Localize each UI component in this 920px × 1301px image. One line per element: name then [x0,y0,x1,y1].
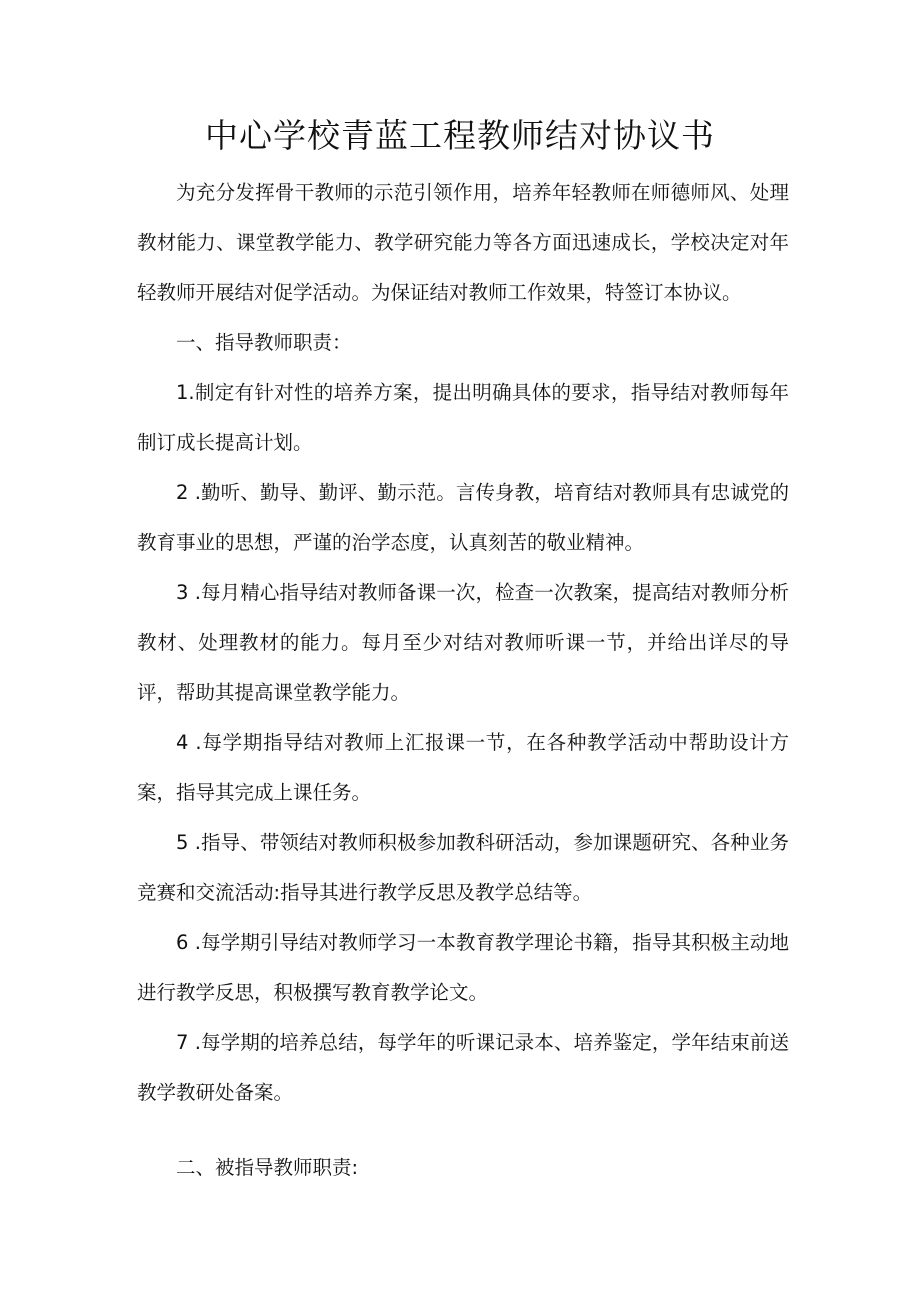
section2-heading: 二、被指导教师职责: [176,1156,359,1179]
intro-paragraph: 为充分发挥骨干教师的示范引领作用，培养年轻教师在师德师风、处理教材能力、课堂教学能力、教学研究能力等各方面迅速成长，学校决定对年轻教师开展结对促学活动。为保证结对教师工作效果，特签订本协议。 [137,181,789,304]
document-title: 中心学校青蓝工程教师结对协议书 [205,116,715,155]
section1-heading: 一、指导教师职责： [176,331,352,354]
duty-item-1: 1.制定有针对性的培养方案，提出明确具体的要求，指导结对教师每年制订成长提高计划。 [137,381,789,454]
duty-item-3: 3 .每月精心指导结对教师备课一次，检查一次教案，提高结对教师分析教材、处理教材的能力。每月至少对结对教师听课一节，并给出详尽的导评，帮助其提高课堂教学能力。 [137,581,789,704]
duty-item-4: 4 .每学期指导结对教师上汇报课一节，在各种教学活动中帮助设计方案，指导其完成上课任务。 [137,731,789,804]
duty-item-2: 2 .勤听、勤导、勤评、勤示范。言传身教，培育结对教师具有忠诚党的教育事业的思想，严谨的治学态度，认真刻苦的敬业精神。 [137,481,789,554]
duty-item-5: 5 .指导、带领结对教师积极参加教科研活动，参加课题研究、各种业务竞赛和交流活动:指导其进行教学反思及教学总结等。 [137,831,789,904]
duty-item-6: 6 .每学期引导结对教师学习一本教育教学理论书籍，指导其积极主动地进行教学反思，积极撰写教育教学论文。 [137,931,789,1004]
duty-item-7: 7 .每学期的培养总结，每学年的听课记录本、培养鉴定，学年结束前送教学教研处备案。 [137,1031,789,1104]
